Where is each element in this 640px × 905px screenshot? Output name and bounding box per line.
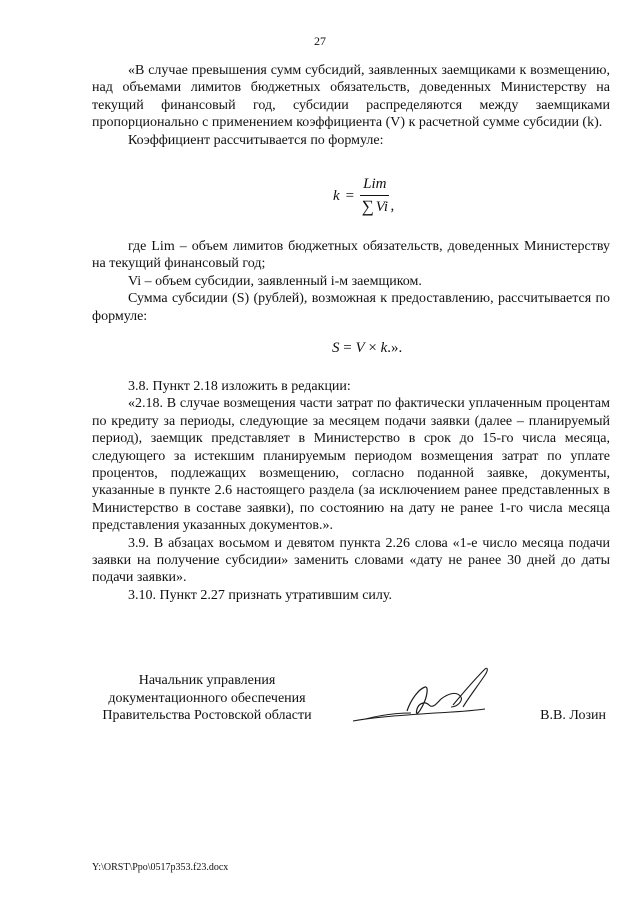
paragraph-2-18: «2.18. В случае возмещения части затрат по фактически уплаченным процентам по кредиту за периоды, следующие за месяцем подачи заявки (далее – планируемый период), заемщик представляет в Министерство в срок до 15-го числа месяца, следующего за истекшим планируемым периодом возмещения затрат по уплате процентов, подлежащих возмещению, согласно поданной заявке, документы, указанные в пункте 2.6 настоящего раздела (за исключением ранее представленных в Министерство в составе заявки), по состоянию на дату не ранее 1-го числа месяца представления указанных документов.». bbox=[92, 396, 610, 534]
footer-file-path: Y:\ORST\Ppo\0517p353.f23.docx bbox=[92, 862, 229, 873]
paragraph-sum-formula-intro: Сумма субсидии (S) (рублей), возможная к предоставлению, рассчитывается по формуле: bbox=[92, 291, 610, 324]
formula-k-numerator: Lim bbox=[360, 176, 389, 196]
paragraph-excess-subsidies: «В случае превышения сумм субсидий, заявленных заемщиками к возмещению, над объемами лимитов бюджетных обязательств, доведенных Министерству на текущий финансовый год, субсидии распределяются между заемщиками пропорционально с применением коэффициента (V) к расчетной сумме субсидии (k). bbox=[92, 63, 610, 131]
signatory-title-line2: документационного обеспечения bbox=[108, 690, 306, 706]
signatory-title-line3: Правительства Ростовской области bbox=[102, 708, 312, 724]
formula-s-times: × bbox=[364, 340, 381, 356]
formula-k-equals: = bbox=[345, 188, 355, 204]
paragraph-lim-definition: где Lim – объем лимитов бюджетных обязательств, доведенных Министерству на текущий финансовый год; bbox=[92, 239, 610, 272]
formula-k-denominator-var: Vi bbox=[375, 198, 388, 215]
paragraph-3-9: 3.9. В абзацах восьмом и девятом пункта 2.26 слова «1-е число месяца подачи заявки на получение субсидии» заменить словами «дату не ранее 30 дней до даты подачи заявки». bbox=[92, 535, 610, 586]
handwritten-signature bbox=[345, 663, 495, 733]
formula-s-equals: = bbox=[339, 340, 356, 356]
formula-s-v: V bbox=[355, 340, 365, 356]
formula-s-lhs: S bbox=[332, 340, 340, 356]
formula-k-comma: , bbox=[390, 198, 395, 214]
signatory-title-line1: Начальник управления bbox=[138, 673, 276, 688]
formula-sum bbox=[332, 340, 402, 357]
page-number: 27 bbox=[314, 34, 326, 48]
paragraph-vi-definition: Vi – объем субсидии, заявленный i-м заемщиком. bbox=[128, 273, 422, 289]
paragraph-group-mid bbox=[92, 238, 610, 325]
paragraph-coefficient-formula-intro: Коэффициент рассчитывается по формуле: bbox=[128, 132, 384, 148]
formula-s-tail: .». bbox=[387, 340, 403, 356]
formula-s-k: k bbox=[380, 340, 388, 356]
paragraph-3-10: 3.10. Пункт 2.27 признать утратившим силу. bbox=[128, 587, 392, 603]
paragraph-group-bottom bbox=[92, 378, 610, 604]
paragraph-3-8: 3.8. Пункт 2.18 изложить в редакции: bbox=[128, 379, 351, 394]
formula-k-lhs: k bbox=[333, 188, 340, 204]
formula-k-denominator bbox=[362, 196, 388, 217]
sigma-symbol: ∑ bbox=[361, 197, 374, 216]
signatory-name: В.В. Лозин bbox=[540, 708, 606, 723]
paragraph-group-top bbox=[92, 62, 610, 149]
signatory-title bbox=[92, 672, 322, 725]
formula-k-fraction bbox=[360, 176, 389, 217]
formula-coefficient bbox=[333, 176, 394, 217]
